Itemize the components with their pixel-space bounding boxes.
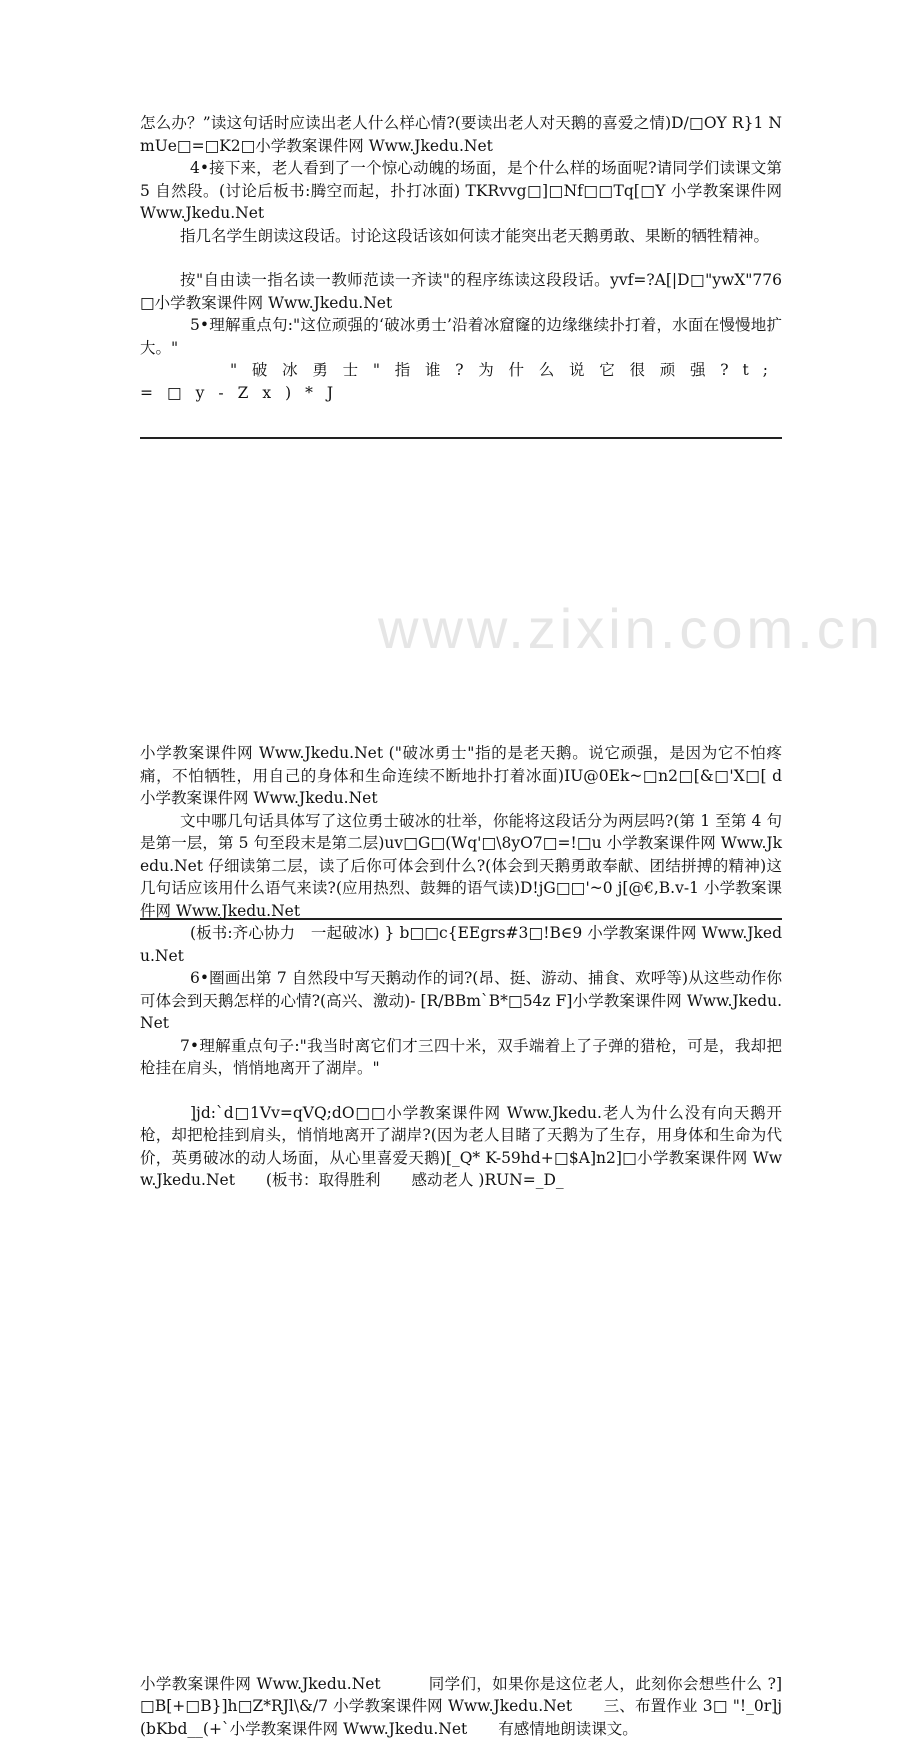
paragraph-two-layers: 文中哪几句话具体写了这位勇士破冰的壮举，你能将这段话分为两层吗?(第 1 至第 4 句是第一层，第 5 句至段末是第二层)uv□G□(Wq'□\8yO7□=!□u 小学教案课件网 Www.Jkedu.Net 仔细读第二层，读了后你可体会到什么?(体会到天鹅勇敢奉献、团结拼搏的精神)这几句话应该用什么语气来读?(应用热烈、鼓舞的语气读)D!jG□□'~0 j[@€,B.v-1 小学教案课件网 Www.Jkedu.Net [140,810,782,923]
paragraph-why-not-shoot: ]jd:`d□1Vv=qVQ;dO□□小学教案课件网 Www.Jkedu.老人为什么没有向天鹅开枪，却把枪挂到肩头，悄悄地离开了湖岸?(因为老人目睹了天鹅为了生存，用身体和生命为代价，英勇破冰的动人场面，从心里喜爱天鹅)[_Q* K-59hd+□$A]n2]□小学教案课件网 Www.Jkedu.Net (板书：取得胜利 感动老人 )RUN=_D_ [140,1102,782,1192]
paragraph-step-6: 6•圈画出第 7 自然段中写天鹅动作的词?(昂、挺、游动、捕食、欢呼等)从这些动作你可体会到天鹅怎样的心情?(高兴、激动)- [R/BBm`B*□54z F]小学教案课件网 Www.Jkedu.Net [140,967,782,1035]
page-divider-1 [140,437,782,439]
watermark: www.zixin.com.cn [378,596,678,661]
spacer [140,1080,782,1102]
paragraph-ice-warrior-answer: 小学教案课件网 Www.Jkedu.Net ("破冰勇士"指的是老天鹅。说它顽强，是因为它不怕疼痛，不怕牺牲，用自己的身体和生命连续不断地扑打着冰面)IU@0Ek~□n2□[&□'X□[ d 小学教案课件网 Www.Jkedu.Net [140,742,782,810]
section-1 [140,112,782,404]
paragraph-practice-reading: 按"自由读一指名读一教师范读一齐读"的程序练读这段段话。yvf=?A[|D□"ywX"776□小学教案课件网 Www.Jkedu.Net [140,269,782,314]
paragraph-board-note: (板书:齐心协力 一起破冰) } b□□c{EEgrs#3□!B∈9 小学教案课件网 Www.Jkedu.Net [140,922,782,967]
spacer [140,247,782,269]
section-3 [140,1673,782,1740]
paragraph-student-reading: 指几名学生朗读这段话。讨论这段话该如何读才能突出老天鹅勇敢、果断的牺牲精神。 [140,225,782,248]
paragraph-reading-emotion: 怎么办？”读这句话时应读出老人什么样心情?(要读出老人对天鹅的喜爱之情)D/□OY R}1 NmUe□=□K2□小学教案课件网 Www.Jkedu.Net [140,112,782,157]
paragraph-step-7: 7•理解重点句子:"我当时离它们才三四十米，双手端着上了子弹的猎枪，可是，我却把枪挂在肩头，悄悄地离开了湖岸。" [140,1035,782,1080]
paragraph-step-5: 5•理解重点句:"这位顽强的‘破冰勇士’沿着冰窟窿的边缘继续扑打着，水面在慢慢地扩大。" [140,314,782,359]
section-2 [140,742,782,1192]
paragraph-ice-warrior-question: "破冰勇士"指谁?为什么说它很顽强?t;=□y-Zx)*J [140,359,782,404]
paragraph-step-4: 4•接下来，老人看到了一个惊心动魄的场面，是个什么样的场面呢?请同学们读课文第 5 自然段。(讨论后板书:腾空而起，扑打冰面) TKRvvg□]□Nf□□Tq[□Y 小学教案课件网 Www.Jkedu.Net [140,157,782,225]
paragraph-homework: 小学教案课件网 Www.Jkedu.Net 同学们，如果你是这位老人，此刻你会想些什么 ?]□B[+□B}]h□Z*RJl\&/7 小学教案课件网 Www.Jkedu.Net 三、布置作业 3□ "!_0r]j(bKbd__(+`小学教案课件网 Www.Jkedu.Net 有感情地朗读课文。 [140,1673,782,1740]
